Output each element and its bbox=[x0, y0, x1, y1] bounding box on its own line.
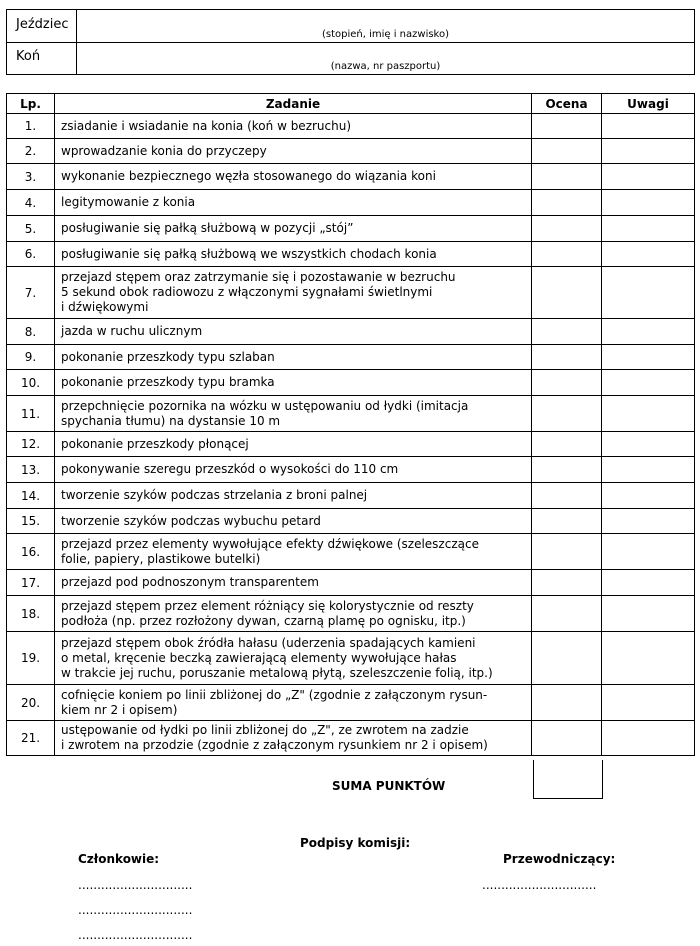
task-description bbox=[55, 534, 532, 570]
rider-label: Jeździec bbox=[7, 10, 77, 42]
table-row bbox=[7, 216, 695, 242]
row-number: 16. bbox=[7, 534, 55, 570]
task-line: przejazd stępem oraz zatrzymanie się i pozostawanie w bezruchu bbox=[61, 270, 456, 284]
task-description bbox=[55, 345, 532, 370]
task-line: legitymowanie z konia bbox=[61, 195, 196, 209]
row-number: 19. bbox=[7, 632, 55, 685]
grade-cell[interactable] bbox=[532, 721, 602, 756]
notes-cell[interactable] bbox=[602, 596, 695, 632]
member-signature-line[interactable]: .............................. bbox=[78, 903, 193, 917]
table-row bbox=[7, 164, 695, 190]
table-row bbox=[7, 139, 695, 164]
task-line: folie, papiery, plastikowe butelki) bbox=[61, 551, 261, 566]
task-line: spychania tłumu) na dystansie 10 m bbox=[61, 413, 281, 428]
table-row bbox=[7, 570, 695, 596]
task-line: przejazd stępem przez element różniący się kolorystycznie od reszty bbox=[61, 598, 474, 613]
task-description bbox=[55, 457, 532, 483]
row-number: 18. bbox=[7, 596, 55, 632]
grade-cell[interactable] bbox=[532, 432, 602, 457]
row-number: 3. bbox=[7, 164, 55, 190]
notes-cell[interactable] bbox=[602, 721, 695, 756]
task-line: tworzenie szyków podczas wybuchu petard bbox=[61, 513, 321, 528]
grade-cell[interactable] bbox=[532, 164, 602, 190]
task-line: ustępowanie od łydki po linii zbliżonej do „Z", ze zwrotem na zadzie bbox=[61, 723, 469, 737]
grade-cell[interactable] bbox=[532, 345, 602, 370]
notes-cell[interactable] bbox=[602, 319, 695, 345]
task-description bbox=[55, 570, 532, 596]
task-line: przejazd stępem obok źródła hałasu (uderzenia spadających kamieni bbox=[61, 635, 476, 650]
member-signature-line[interactable]: .............................. bbox=[78, 878, 193, 892]
members-label: Członkowie: bbox=[78, 852, 160, 866]
row-number: 20. bbox=[7, 685, 55, 721]
grade-cell[interactable] bbox=[532, 570, 602, 596]
task-line: 5 sekund obok radiowozu z włączonymi sygnałami świetlnymi bbox=[61, 285, 433, 299]
row-number: 5. bbox=[7, 216, 55, 242]
notes-cell[interactable] bbox=[602, 457, 695, 483]
table-row bbox=[7, 596, 695, 632]
rider-field[interactable] bbox=[77, 10, 694, 42]
notes-cell[interactable] bbox=[602, 370, 695, 396]
table-row bbox=[7, 457, 695, 483]
member-signature-line[interactable]: .............................. bbox=[78, 928, 193, 942]
table-row bbox=[7, 509, 695, 534]
row-number: 7. bbox=[7, 267, 55, 319]
notes-cell[interactable] bbox=[602, 483, 695, 509]
grade-cell[interactable] bbox=[532, 139, 602, 164]
task-line: przejazd przez elementy wywołujące efekty dźwiękowe (szeleszczące bbox=[61, 536, 479, 551]
chair-label: Przewodniczący: bbox=[503, 852, 616, 866]
row-number: 8. bbox=[7, 319, 55, 345]
task-description bbox=[55, 139, 532, 164]
task-line: wykonanie bezpiecznego węzła stosowanego do wiązania koni bbox=[61, 169, 436, 183]
rider-caption: (stopień, imię i nazwisko) bbox=[321, 29, 450, 40]
task-description bbox=[55, 319, 532, 345]
row-number: 10. bbox=[7, 370, 55, 396]
grade-cell[interactable] bbox=[532, 190, 602, 216]
task-line: posługiwanie się pałką służbową we wszystkich chodach konia bbox=[61, 246, 437, 261]
row-number: 1. bbox=[7, 114, 55, 139]
task-description bbox=[55, 370, 532, 396]
grade-cell[interactable] bbox=[532, 685, 602, 721]
task-line: tworzenie szyków podczas strzelania z broni palnej bbox=[61, 488, 368, 502]
grade-cell[interactable] bbox=[532, 483, 602, 509]
notes-cell[interactable] bbox=[602, 267, 695, 319]
grade-cell[interactable] bbox=[532, 370, 602, 396]
table-row bbox=[7, 396, 695, 432]
task-line: cofnięcie koniem po linii zbliżonej do „Z" (zgodnie z załączonym rysun- bbox=[61, 687, 488, 702]
task-line: podłoża (np. przez rozłożony dywan, czarną plamę po ognisku, itp.) bbox=[61, 613, 466, 628]
task-line: jazda w ruchu ulicznym bbox=[61, 324, 203, 338]
table-row bbox=[7, 432, 695, 457]
row-number: 13. bbox=[7, 457, 55, 483]
sum-label: SUMA PUNKTÓW bbox=[332, 779, 446, 793]
notes-cell[interactable] bbox=[602, 139, 695, 164]
task-line: o metal, kręcenie beczką zawierającą elementy wywołujące hałas bbox=[61, 650, 457, 665]
task-description bbox=[55, 483, 532, 509]
grade-cell[interactable] bbox=[532, 632, 602, 685]
rider-horse-header bbox=[6, 9, 695, 75]
task-line: zsiadanie i wsiadanie na konia (koń w bezruchu) bbox=[61, 118, 352, 133]
task-line: w trakcie jej ruchu, poruszanie metalową płytą, szeleszczenie folią, itp.) bbox=[61, 665, 493, 680]
notes-cell[interactable] bbox=[602, 242, 695, 267]
task-line: wprowadzanie konia do przyczepy bbox=[61, 143, 267, 158]
grade-cell[interactable] bbox=[532, 457, 602, 483]
row-number: 21. bbox=[7, 721, 55, 756]
table-row bbox=[7, 632, 695, 685]
horse-field[interactable] bbox=[77, 42, 694, 74]
table-row bbox=[7, 190, 695, 216]
task-line: i dźwiękowymi bbox=[61, 300, 149, 314]
column-header-notes: Uwagi bbox=[602, 94, 695, 114]
table-row bbox=[7, 345, 695, 370]
notes-cell[interactable] bbox=[602, 632, 695, 685]
grade-cell[interactable] bbox=[532, 242, 602, 267]
grade-cell[interactable] bbox=[532, 396, 602, 432]
notes-cell[interactable] bbox=[602, 432, 695, 457]
notes-cell[interactable] bbox=[602, 345, 695, 370]
table-row bbox=[7, 319, 695, 345]
task-description bbox=[55, 114, 532, 139]
row-number: 11. bbox=[7, 396, 55, 432]
row-number: 4. bbox=[7, 190, 55, 216]
grade-cell[interactable] bbox=[532, 534, 602, 570]
table-row bbox=[7, 721, 695, 756]
row-number: 17. bbox=[7, 570, 55, 596]
notes-cell[interactable] bbox=[602, 114, 695, 139]
row-number: 6. bbox=[7, 242, 55, 267]
chair-signature-line[interactable]: .............................. bbox=[482, 878, 597, 892]
task-description bbox=[55, 632, 532, 685]
table-row bbox=[7, 370, 695, 396]
grade-cell[interactable] bbox=[532, 509, 602, 534]
task-line: pokonanie przeszkody płonącej bbox=[61, 436, 249, 451]
row-number: 14. bbox=[7, 483, 55, 509]
rider-row bbox=[7, 10, 694, 43]
sum-points-field[interactable] bbox=[533, 760, 603, 799]
notes-cell[interactable] bbox=[602, 216, 695, 242]
table-row bbox=[7, 483, 695, 509]
task-line: pokonywanie szeregu przeszkód o wysokości do 110 cm bbox=[61, 462, 399, 476]
grade-cell[interactable] bbox=[532, 114, 602, 139]
table-row bbox=[7, 242, 695, 267]
tasks-table bbox=[6, 93, 695, 756]
task-description bbox=[55, 396, 532, 432]
row-number: 9. bbox=[7, 345, 55, 370]
notes-cell[interactable] bbox=[602, 164, 695, 190]
table-row bbox=[7, 114, 695, 139]
horse-caption: (nazwa, nr paszportu) bbox=[330, 61, 441, 72]
task-line: i zwrotem na przodzie (zgodnie z załączonym rysunkiem nr 2 i opisem) bbox=[61, 738, 488, 752]
table-row bbox=[7, 534, 695, 570]
task-line: pokonanie przeszkody typu bramka bbox=[61, 375, 275, 389]
row-number: 2. bbox=[7, 139, 55, 164]
task-description bbox=[55, 216, 532, 242]
notes-cell[interactable] bbox=[602, 190, 695, 216]
task-description bbox=[55, 164, 532, 190]
column-header-task: Zadanie bbox=[55, 94, 532, 114]
task-line: posługiwanie się pałką służbową w pozycji „stój” bbox=[61, 221, 354, 235]
task-description bbox=[55, 721, 532, 756]
task-line: kiem nr 2 i opisem) bbox=[61, 702, 178, 717]
task-description bbox=[55, 685, 532, 721]
task-description bbox=[55, 509, 532, 534]
horse-label: Koń bbox=[7, 42, 77, 74]
notes-cell[interactable] bbox=[602, 396, 695, 432]
task-description bbox=[55, 267, 532, 319]
task-line: pokonanie przeszkody typu szlaban bbox=[61, 349, 275, 364]
notes-cell[interactable] bbox=[602, 570, 695, 596]
row-number: 15. bbox=[7, 509, 55, 534]
notes-cell[interactable] bbox=[602, 685, 695, 721]
task-line: przejazd pod podnoszonym transparentem bbox=[61, 575, 319, 589]
horse-row bbox=[7, 42, 694, 74]
notes-cell[interactable] bbox=[602, 534, 695, 570]
column-header-lp: Lp. bbox=[7, 94, 55, 114]
grade-cell[interactable] bbox=[532, 267, 602, 319]
row-number: 12. bbox=[7, 432, 55, 457]
table-header-row bbox=[7, 94, 695, 114]
task-line: przepchnięcie pozornika na wózku w ustępowaniu od łydki (imitacja bbox=[61, 398, 469, 413]
table-row bbox=[7, 685, 695, 721]
grade-cell[interactable] bbox=[532, 319, 602, 345]
column-header-grade: Ocena bbox=[532, 94, 602, 114]
notes-cell[interactable] bbox=[602, 509, 695, 534]
task-description bbox=[55, 596, 532, 632]
task-description bbox=[55, 190, 532, 216]
task-description bbox=[55, 242, 532, 267]
signatures-title: Podpisy komisji: bbox=[300, 836, 411, 850]
grade-cell[interactable] bbox=[532, 596, 602, 632]
table-row bbox=[7, 267, 695, 319]
grade-cell[interactable] bbox=[532, 216, 602, 242]
task-description bbox=[55, 432, 532, 457]
